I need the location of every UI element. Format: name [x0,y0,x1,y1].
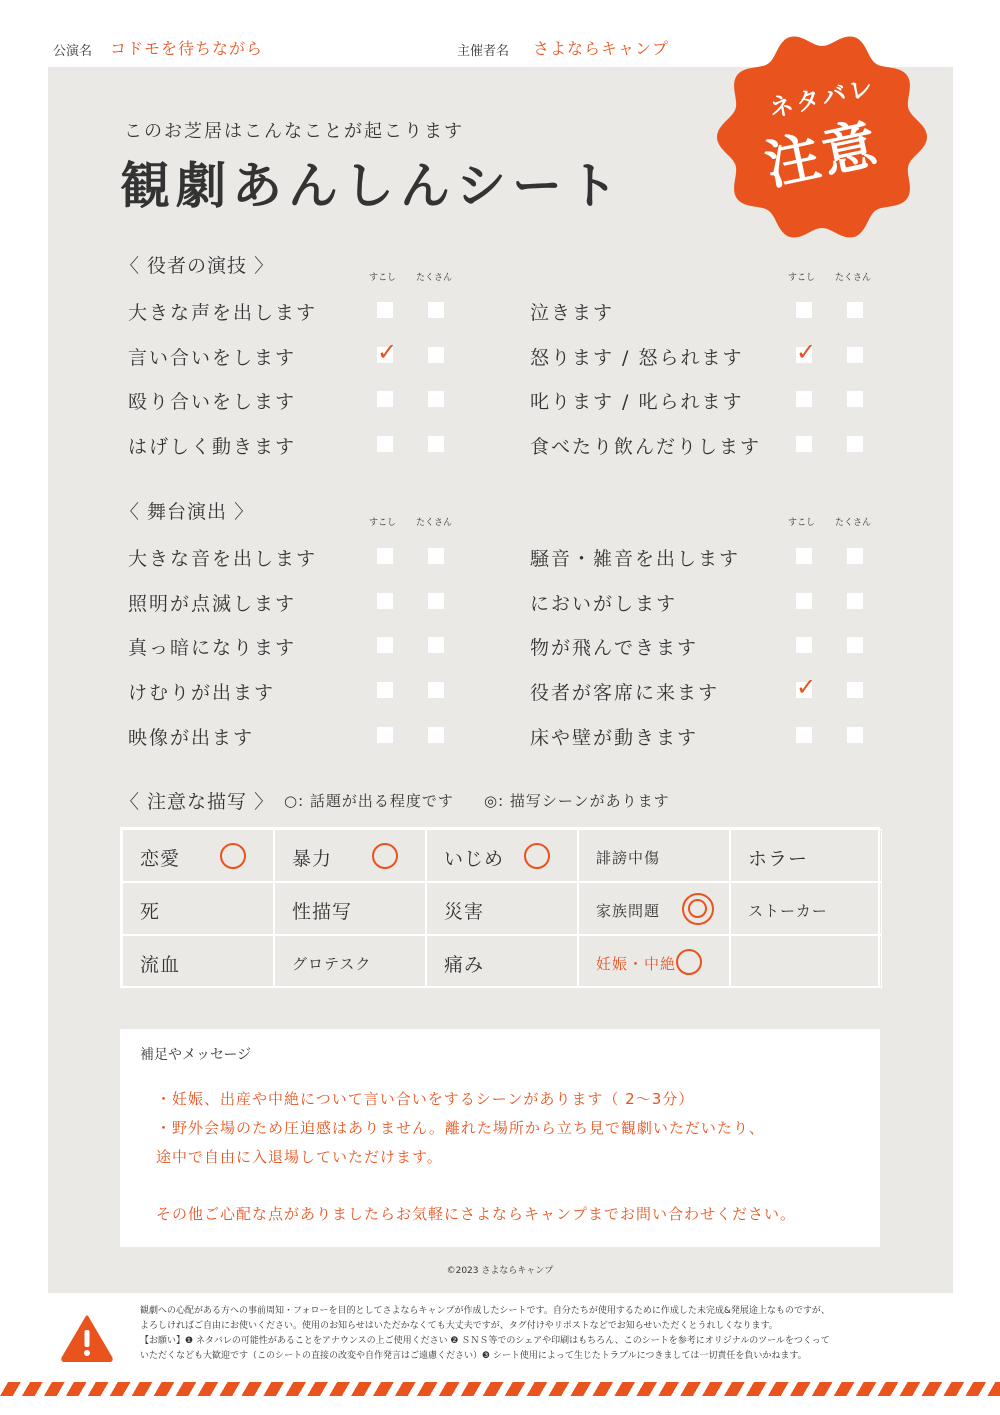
legend-single: ○: 話題が出る程度です [284,792,454,810]
acting-item-label: はげしく動きます [128,436,297,459]
acting-checkbox-much[interactable] [428,302,444,318]
staging-item-label: 真っ暗になります [128,637,297,660]
staging-item-label: けむりが出ます [128,682,276,705]
staging-item-label: 騒音・雑音を出します [530,548,741,570]
staging-checkbox-little[interactable] [377,548,393,564]
theme-label: 災害 [444,901,485,923]
footer-line: 【お願い】❶ ネタバレの可能性があることをアナウンスの上ご使用ください ❷ ＳＮＳ等でのシェアや印刷はもちろん、このシートを参考にオリジナルのツールをつくって [140,1336,830,1346]
acting-item-label: 大きな声を出します [128,302,318,324]
staging-item-label: 大きな音を出します [128,548,318,570]
single-circle-mark [220,843,246,869]
acting-checkbox-little[interactable] [796,302,812,318]
staging-checkbox-little[interactable] [796,727,812,743]
theme-cell [122,882,274,935]
theme-cell [578,829,730,882]
acting-checkbox-much[interactable] [847,391,863,407]
acting-item-label: 叱ります / 叱られます [530,391,744,414]
message-line: 途中で自由に入退場していただけます。 [156,1148,443,1166]
acting-checkbox-much[interactable] [428,436,444,452]
staging-item-label: においがします [530,592,678,615]
column-label-much: たくさん [416,273,453,283]
staging-item-label: 物が飛んできます [530,637,699,660]
legend-double: ◎: 描写シーンがあります [484,792,670,810]
acting-item-label: 泣きます [530,302,615,324]
theme-label: 流血 [140,954,181,976]
staging-item-label: 照明が点滅します [128,592,297,615]
acting-checkbox-much[interactable] [428,391,444,407]
checkmark-icon: ✓ [796,673,817,702]
theme-cell [274,829,426,882]
acting-checkbox-little[interactable] [377,436,393,452]
staging-checkbox-little[interactable] [377,593,393,609]
theme-label: 恋愛 [140,848,181,870]
copyright: ©2023 さよならキャンプ [446,1266,554,1276]
staging-checkbox-much[interactable] [847,637,863,653]
single-circle-mark [676,949,702,975]
staging-checkbox-much[interactable] [847,548,863,564]
message-line: ・妊娠、出産や中絶について言い合いをするシーンがあります（ 2〜3分） [156,1090,695,1108]
acting-item-label: 食べたり飲んだりします [530,436,762,459]
intro-text: このお芝居はこんなことが起こります [124,121,464,142]
column-label-little: すこし [788,273,816,283]
column-label-much: たくさん [416,518,453,528]
theme-cell [274,882,426,935]
staging-checkbox-little[interactable] [377,727,393,743]
spoiler-warning-badge [712,30,932,244]
footer-line: いただくなども大歓迎です（このシートの直接の改変や自作発言はご遠慮ください）❸ シート使用によって生じたトラブルにつきましては一切責任を負いかねます。 [140,1351,807,1361]
organizer-label: 主催者名 [457,44,510,59]
acting-checkbox-little[interactable] [796,436,812,452]
theme-label: 妊娠・中絶 [596,955,677,973]
theme-cell [578,882,730,935]
staging-checkbox-little[interactable] [377,682,393,698]
hazard-stripe [0,1382,1000,1396]
theme-cell [578,935,730,988]
acting-item-label: 言い合いをします [128,346,297,369]
badge-line1: ネタバレ [766,73,879,123]
page-title: 観劇あんしんシート [120,157,624,215]
acting-checkbox-much[interactable] [847,436,863,452]
theme-label: 家族問題 [596,902,661,920]
themes-grid [120,827,880,988]
staging-checkbox-much[interactable] [428,593,444,609]
column-label-much: たくさん [835,518,872,528]
staging-checkbox-much[interactable] [847,593,863,609]
column-label-little: すこし [369,273,397,283]
performance-label: 公演名 [53,44,93,59]
column-label-little: すこし [369,518,397,528]
staging-checkbox-much[interactable] [428,637,444,653]
column-label-much: たくさん [835,273,872,283]
message-line: その他ご心配な点がありましたらお気軽にさよならキャンプまでお問い合わせください。 [156,1205,797,1223]
staging-heading: 〈 舞台演出 〉 [120,501,255,523]
acting-checkbox-much[interactable] [428,347,444,363]
warning-icon [60,1314,114,1362]
staging-item-label: 映像が出ます [128,726,255,749]
staging-item-label: 役者が客席に来ます [530,682,720,705]
staging-checkbox-much[interactable] [428,548,444,564]
single-circle-mark [372,843,398,869]
footer-line: 観劇への心配がある方への事前周知・フォローを目的としてさよならキャンプが作成したシートです。自分たちが使用するために作成した未完成&発展途上なものですが、 [140,1306,830,1316]
message-line: ・野外会場のため圧迫感はありません。離れた場所から立ち見で観劇いただいたり、 [156,1119,765,1137]
column-label-little: すこし [788,518,816,528]
themes-heading: 〈 注意な描写 〉 [120,791,275,813]
staging-checkbox-little[interactable] [796,637,812,653]
double-circle-mark [682,893,714,925]
theme-label: ホラー [748,848,809,870]
badge-line2: 注意 [759,111,887,198]
staging-checkbox-much[interactable] [847,727,863,743]
staging-checkbox-little[interactable] [377,637,393,653]
staging-checkbox-much[interactable] [847,682,863,698]
theme-cell [122,935,274,988]
theme-label: 性描写 [292,901,353,923]
single-circle-mark [524,843,550,869]
theme-cell [426,935,578,988]
checkmark-icon: ✓ [377,337,398,366]
theme-cell [730,829,882,882]
organizer-name: さよならキャンプ [533,39,670,58]
staging-checkbox-little[interactable] [796,593,812,609]
acting-checkbox-much[interactable] [847,302,863,318]
theme-label: いじめ [444,848,505,870]
theme-label: 死 [140,901,161,923]
acting-item-label: 怒ります / 怒られます [530,346,744,369]
staging-checkbox-little[interactable] [796,548,812,564]
theme-cell [730,935,882,988]
theme-cell [426,882,578,935]
theme-label: 痛み [444,954,485,976]
acting-checkbox-little[interactable] [377,391,393,407]
message-box [120,1029,880,1247]
theme-cell [122,829,274,882]
theme-label: グロテスク [292,955,372,973]
theme-cell [426,829,578,882]
checkmark-icon: ✓ [796,337,817,366]
acting-checkbox-little[interactable] [377,302,393,318]
theme-cell [730,882,882,935]
staging-checkbox-much[interactable] [428,727,444,743]
acting-heading: 〈 役者の演技 〉 [120,255,275,277]
performance-name: コドモを待ちながら [110,39,264,58]
acting-checkbox-much[interactable] [847,347,863,363]
theme-cell [274,935,426,988]
theme-label: 暴力 [292,848,333,870]
message-heading: 補足やメッセージ [140,1047,252,1063]
acting-checkbox-little[interactable] [796,391,812,407]
theme-label: ストーカー [748,902,828,920]
acting-item-label: 殴り合いをします [128,391,297,414]
theme-label: 誹謗中傷 [596,849,661,867]
staging-item-label: 床や壁が動きます [530,726,699,749]
staging-checkbox-much[interactable] [428,682,444,698]
footer-line: よろしければご自由にお使いください。使用のお知らせはいただかなくても大丈夫ですが、タグ付けやリポストなどでお知らせいただくとうれしくなります。 [140,1321,778,1331]
